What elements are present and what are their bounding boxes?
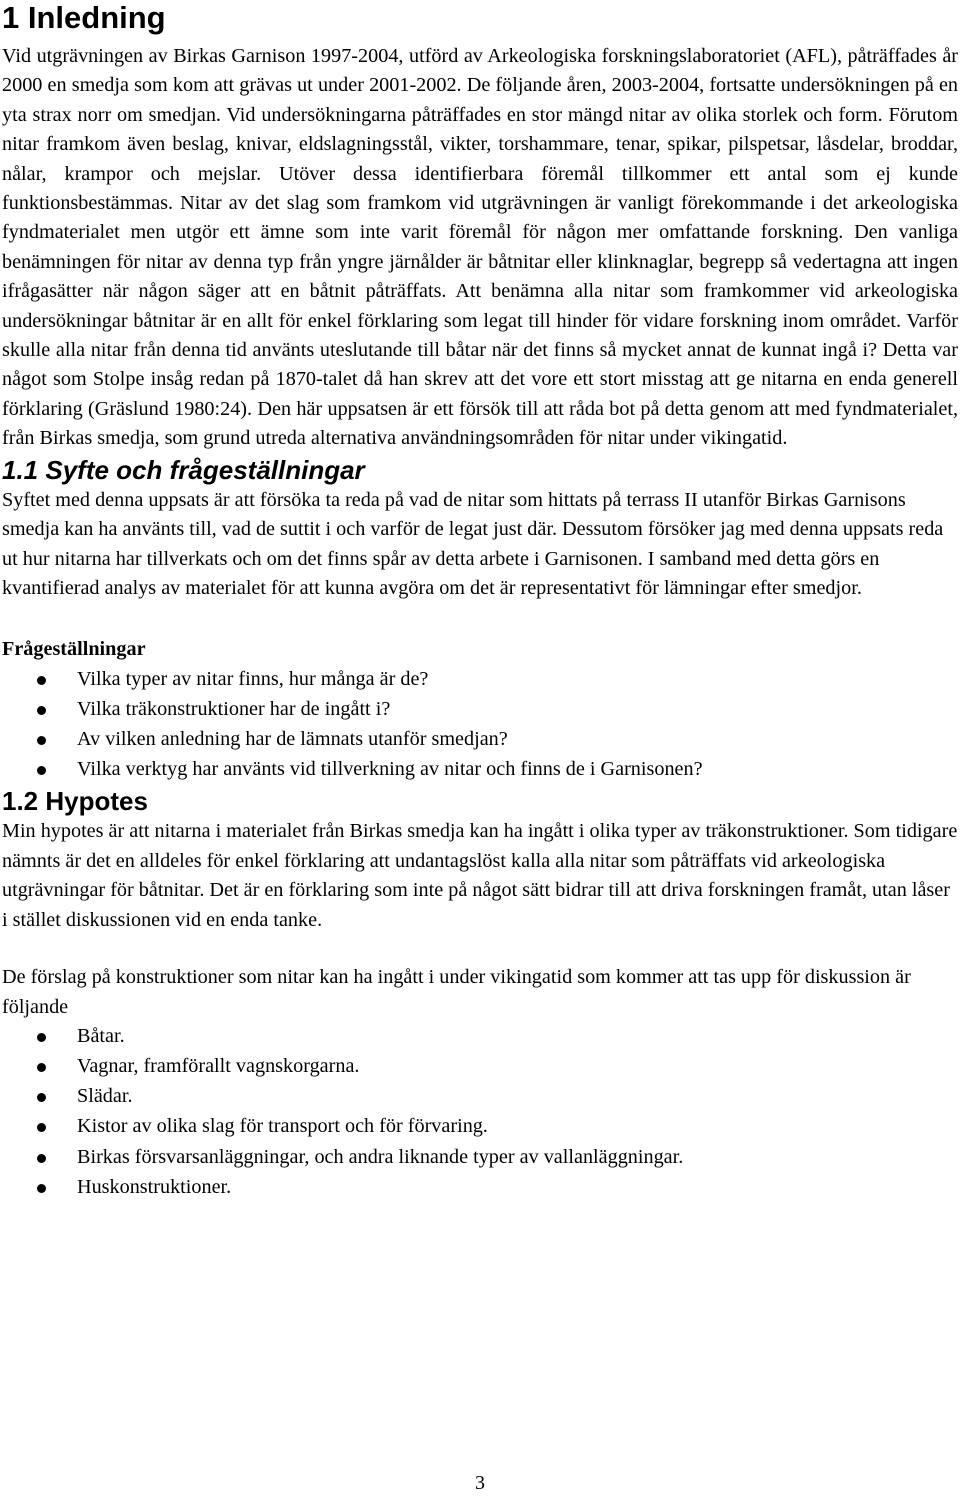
bullet-icon — [37, 736, 46, 745]
list-item — [2, 1112, 958, 1142]
bullet-icon — [37, 1123, 46, 1132]
list-item-text: Birkas försvarsanläggningar, och andra liknande typer av vallanläggningar. — [77, 1145, 684, 1168]
list-item — [2, 665, 958, 695]
list-item — [2, 1143, 958, 1173]
bullet-icon — [37, 676, 46, 685]
proposals-list — [2, 1022, 958, 1203]
intro-paragraph: Vid utgrävningen av Birkas Garnison 1997-2004, utförd av Arkeologiska forskningslaboratoriet (AFL), påträffades år 2000 en smedja som kom att grävas ut under 2001-2002. De följande åren, 2003-2004, fortsatte undersökningen på en yta strax norr om smedjan. Vid undersökningarna påträffades en stor mängd nitar av olika storlek och form. Förutom nitar framkom även beslag, knivar, eldslagningsstål, vikter, torshammare, tenar, spikar, pilspetsar, låsdelar, broddar, nålar, krampor och mejslar. Utöver dessa identifierbara föremål tillkommer ett antal som ej kunde funktionsbestämmas. Nitar av det slag som framkom vid utgrävningen är vanligt förekommande i det arkeologiska fyndmaterialet men utgör ett ämne som inte varit föremål för någon mer omfattande forskning. Den vanliga benämningen för nitar av denna typ från yngre järnålder är båtnitar eller klinknaglar, begrepp så vedertagna att ingen ifrågasätter när någon säger att en båtnit påträffats. Att benämna alla nitar som framkommer vid arkeologiska undersökningar båtnitar är en allt för enkel förklaring som legat till hinder för vidare forskning inom området. Varför skulle alla nitar från denna tid använts uteslutande till båtar när det finns så mycket annat de kunnat ingå i? Detta var något som Stolpe insåg redan på 1870-talet då han skrev att det vore ett stort misstag att ge nitarna en enda generell förklaring (Gräslund 1980:24). Den här uppsatsen är ett försök till att råda bot på detta genom att med fyndmaterialet, från Birkas smedja, som grund utreda alternativa användningsområden för nitar under vikingatid. — [2, 45, 958, 450]
bullet-icon — [37, 1154, 46, 1163]
chapter-title: 1 Inledning — [2, 0, 166, 35]
list-item-text: Vagnar, framförallt vagnskorgarna. — [77, 1055, 360, 1078]
proposals-intro-paragraph: De förslag på konstruktioner som nitar kan ha ingått i under vikingatid som kommer att tas upp för diskussion är följande — [2, 966, 911, 1018]
list-item — [2, 695, 958, 725]
list-item-text: Huskonstruktioner. — [77, 1175, 232, 1198]
section-heading-syfte: 1.1 Syfte och frågeställningar — [2, 454, 365, 485]
list-item — [2, 1173, 958, 1203]
list-item — [2, 1082, 958, 1112]
list-item-text: Vilka typer av nitar finns, hur många är de? — [77, 667, 429, 690]
bullet-icon — [37, 1093, 46, 1102]
questions-list — [2, 665, 958, 786]
list-item-text: Vilka verktyg har använts vid tillverkning av nitar och finns de i Garnisonen? — [77, 758, 703, 781]
list-item — [2, 1022, 958, 1052]
section-heading-hypotes: 1.2 Hypotes — [2, 786, 148, 817]
page-number: 3 — [475, 1472, 485, 1494]
list-item-text: Kistor av olika slag för transport och för förvaring. — [77, 1115, 488, 1138]
bullet-icon — [37, 706, 46, 715]
bullet-icon — [37, 1184, 46, 1193]
syfte-paragraph: Syftet med denna uppsats är att försöka ta reda på vad de nitar som hittats på terrass II utanför Birkas Garnisons smedja kan ha använts till, vad de suttit i och varför de legat just där. Dessutom försöker jag med denna uppsats reda ut hur nitarna har tillverkats och om det finns spår av detta arbete i Garnisonen. I samband med detta görs en kvantifierad analys av materialet för att kunna avgöra om det är representativt för lämningar efter smedjor. — [2, 488, 944, 599]
list-item-text: Vilka träkonstruktioner har de ingått i? — [77, 697, 391, 720]
list-item-text: Båtar. — [77, 1024, 125, 1047]
hypotes-paragraph: Min hypotes är att nitarna i materialet från Birkas smedja kan ha ingått i olika typer av träkonstruktioner. Som tidigare nämnts är det en alldeles för enkel förklaring att undantagslöst kalla alla nitar som påträffats vid arkeologiska utgrävningar för båtnitar. Det är en förklaring som inte på något sätt bidrar till att driva forskningen framåt, utan låser i stället diskussionen vid en enda tanke. — [2, 820, 958, 931]
questions-subheading: Frågeställningar — [2, 638, 146, 661]
list-item — [2, 755, 958, 785]
bullet-icon — [37, 1063, 46, 1072]
bullet-icon — [37, 766, 46, 775]
list-item-text: Slädar. — [77, 1085, 133, 1108]
bullet-icon — [37, 1033, 46, 1042]
list-item — [2, 725, 958, 755]
list-item — [2, 1052, 958, 1082]
list-item-text: Av vilken anledning har de lämnats utanför smedjan? — [77, 728, 508, 751]
